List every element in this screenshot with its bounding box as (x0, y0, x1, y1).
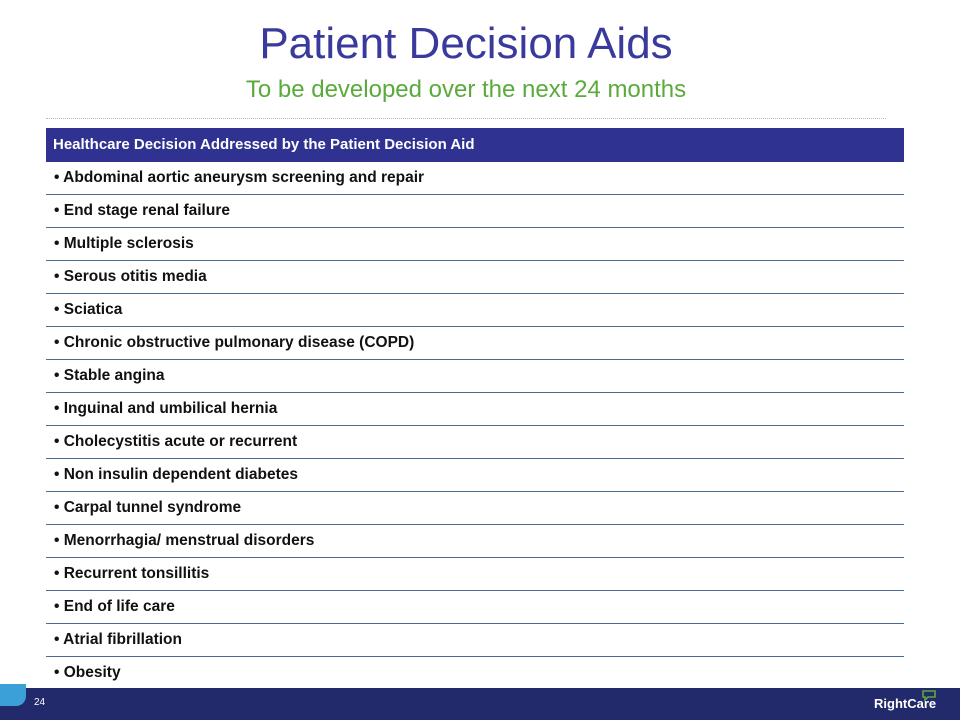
decision-aid-table (46, 128, 904, 689)
table-row: • Atrial fibrillation (46, 624, 904, 657)
table-row: • Cholecystitis acute or recurrent (46, 426, 904, 459)
table-row: • Sciatica (46, 294, 904, 327)
table-header: Healthcare Decision Addressed by the Patient Decision Aid (46, 128, 904, 162)
footer-bar (0, 688, 960, 720)
table-row: • Obesity (54, 664, 121, 681)
rightcare-logo: RightCare (874, 696, 937, 711)
table-row: • Abdominal aortic aneurysm screening and repair (46, 162, 904, 195)
slide-title: Patient Decision Aids (259, 19, 673, 68)
page-number: 24 (34, 697, 46, 708)
table-row: • Serous otitis media (46, 261, 904, 294)
table-row: • Recurrent tonsillitis (46, 558, 904, 591)
table-row: • Non insulin dependent diabetes (46, 459, 904, 492)
table-row: • Stable angina (46, 360, 904, 393)
table-row: • End of life care (46, 591, 904, 624)
table-row: • End stage renal failure (46, 195, 904, 228)
table-row: • Carpal tunnel syndrome (46, 492, 904, 525)
table-row: • Chronic obstructive pulmonary disease (COPD) (46, 327, 904, 360)
slide-subtitle: To be developed over the next 24 months (245, 76, 687, 103)
speech-bubble-icon (922, 690, 936, 701)
table-row: • Menorrhagia/ menstrual disorders (46, 525, 904, 558)
table-row: • Inguinal and umbilical hernia (46, 393, 904, 426)
footer-accent (0, 684, 26, 706)
title-divider (46, 118, 886, 119)
table-row: • Multiple sclerosis (46, 228, 904, 261)
